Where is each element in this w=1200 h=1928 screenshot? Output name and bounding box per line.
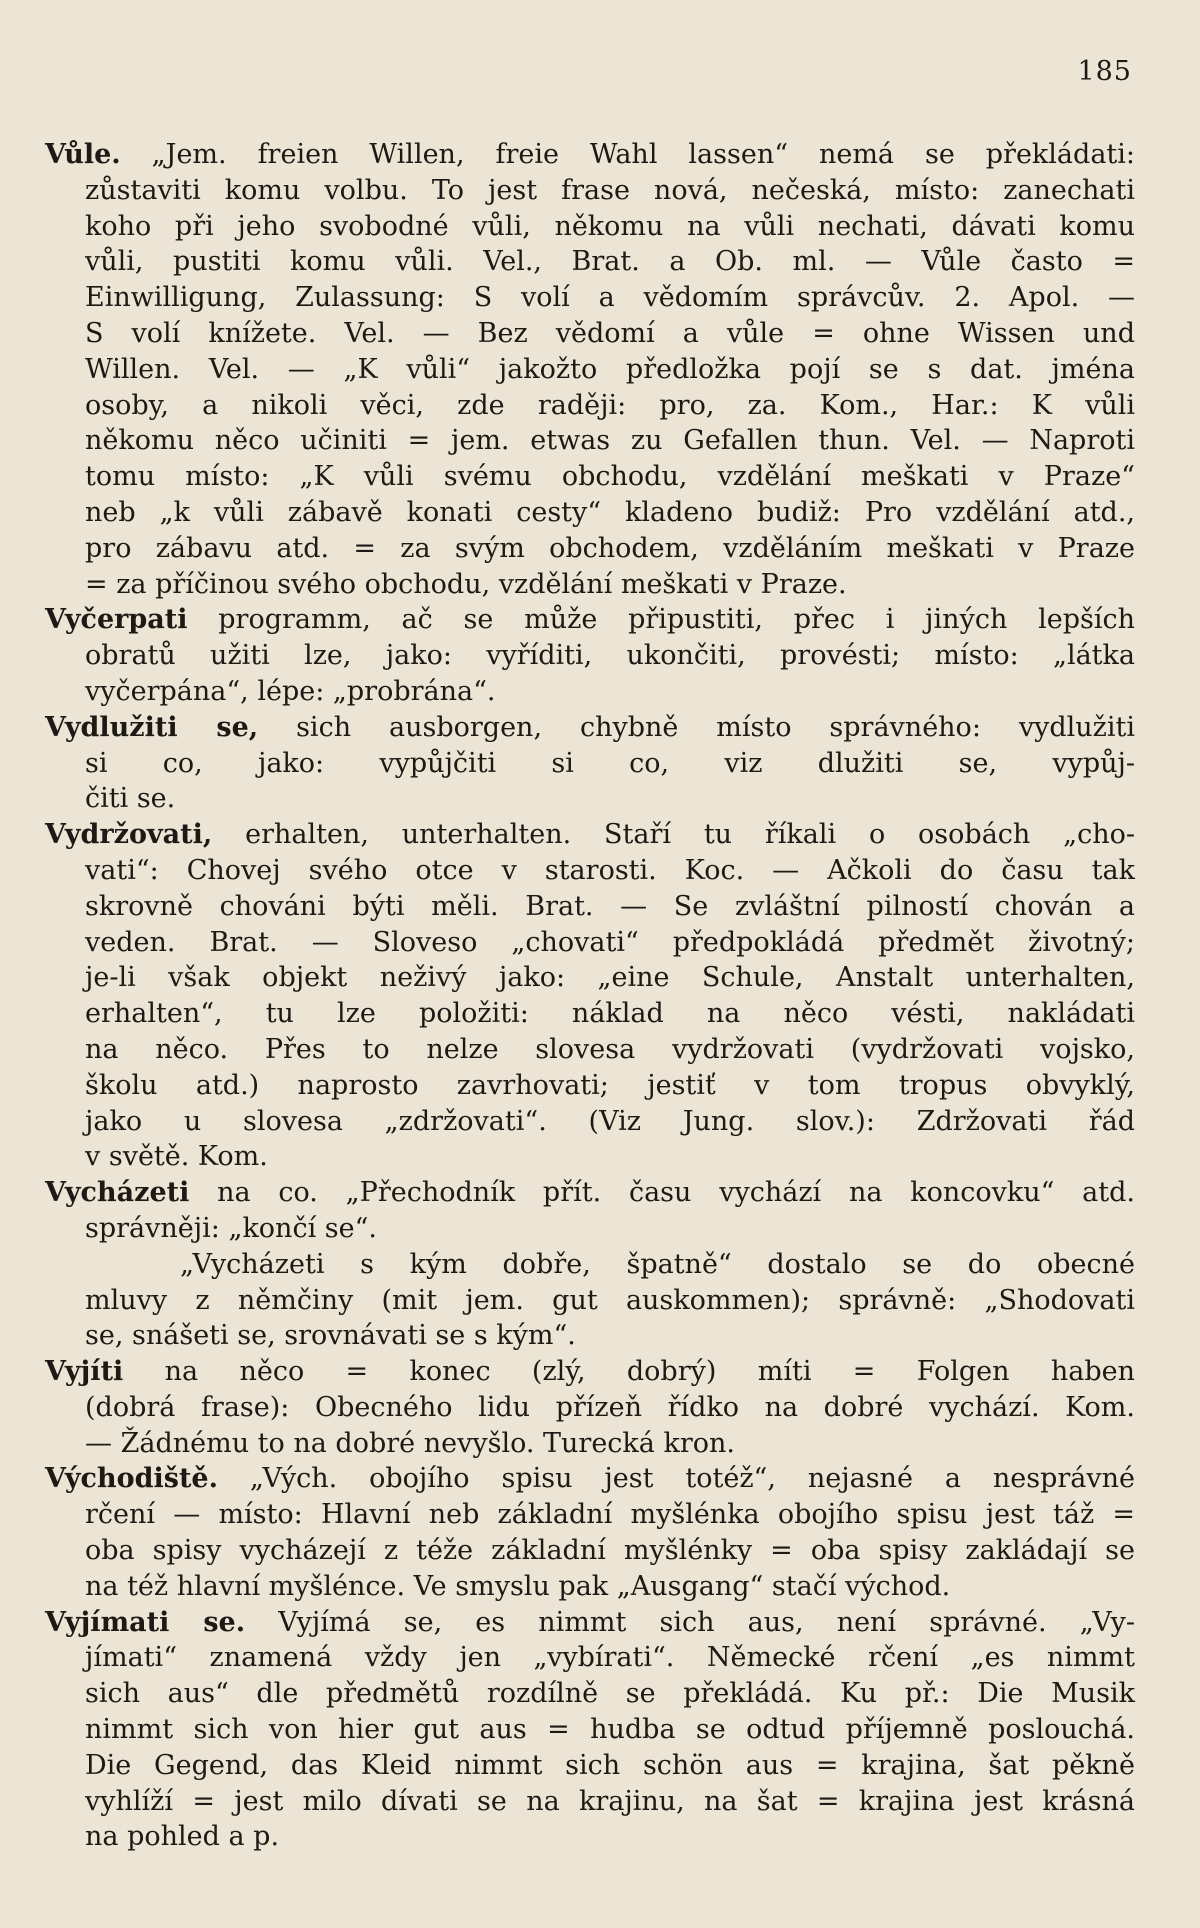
- entry-line: tomu místo: „K vůli svému obchodu, vzdělání meškati v Praze“: [85, 461, 1135, 493]
- entry-line: jímati“ znamená vždy jen „vybírati“. Německé rčení „es nimmt: [85, 1642, 1135, 1674]
- entry-vycerpati: Vyčerpati programm, ač se může připustiti, přec i jiných lepších obratů užiti lze, jako: vyříditi, ukončiti, provésti; místo: „látka vyčerpána“, lépe: „probrána“.: [45, 602, 1135, 709]
- entry-line: v světě. Kom.: [85, 1141, 268, 1173]
- entry-line: správněji: „končí se“.: [85, 1212, 378, 1244]
- entry-paragraph-line: „Vycházeti s kým dobře, špatně“ dostalo se do obecné: [180, 1248, 1135, 1280]
- entry-line: na též hlavní myšlénce. Ve smyslu pak „Ausgang“ stačí východ.: [85, 1570, 951, 1602]
- entry-line: = za příčinou svého obchodu, vzdělání meškati v Praze.: [85, 568, 847, 600]
- entry-line: koho při jeho svobodné vůli, někomu na vůli nechati, dávati komu: [85, 210, 1135, 242]
- entry-paragraph-line: se, snášeti se, srovnávati se s kým“.: [85, 1320, 576, 1352]
- entry-line: na pohled a p.: [85, 1821, 280, 1853]
- entry-line: sich aus“ dle předmětů rozdílně se překládá. Ku př.: Die Musik: [85, 1678, 1135, 1710]
- headword: Vyjíti: [45, 1356, 124, 1388]
- entry-line: vati“: Chovej svého otce v starosti. Koc. — Ačkoli do času tak: [85, 854, 1135, 886]
- entry-line: Die Gegend, das Kleid nimmt sich schön aus = krajina, šat pěkně: [85, 1749, 1135, 1781]
- entry-line: čiti se.: [85, 783, 176, 815]
- entry-line: obratů užiti lze, jako: vyříditi, ukončiti, provésti; místo: „látka: [85, 640, 1135, 672]
- entry-line: vyhlíží = jest milo dívati se na krajinu, na šat = krajina jest krásná: [85, 1785, 1135, 1817]
- entry-line: jako u slovesa „zdržovati“. (Viz Jung. slov.): Zdržovati řád: [85, 1105, 1135, 1137]
- entry-line: vyčerpána“, lépe: „probrána“.: [85, 675, 496, 707]
- headword: Vyjímati se.: [45, 1606, 246, 1638]
- entry-line: — Žádnému to na dobré nevyšlo. Turecká kron.: [85, 1427, 735, 1459]
- entry-line: někomu něco učiniti = jem. etwas zu Gefallen thun. Vel. — Naproti: [85, 425, 1135, 457]
- entry-line: nimmt sich von hier gut aus = hudba se odtud příjemně poslouchá.: [85, 1714, 1135, 1746]
- entry-vule: Vůle. „Jem. freien Willen, freie Wahl lassen“ nemá se překládati: zůstaviti komu volbu. To jest frase nová, nečeská, místo: zanechati koho při jeho svobodné vůli, někomu na vůli nechati, dávati komu vůli, pustiti komu vůli. Vel., Brat. a Ob. ml. — Vůle často = Einwilligung, Zulassung: S volí a vědomím správcův. 2. Apol. — S volí knížete. Vel. — Bez vědomí a vůle = ohne Wissen und Willen. Vel. — „K vůli“ jakožto předložka pojí se s dat. jména osoby, a nikoli věci, zde raději: pro, za. Kom., Har.: K vůli někomu něco učiniti = jem. etwas zu Gefallen thun. Vel. — Naproti tomu místo: „K vůli svému obchodu, vzdělání meškati v Praze“ neb „k vůli zábavě konati cesty“ kladeno budiž: Pro vzdělání atd., pro zábavu atd. = za svým obchodem, vzděláním meškati v Praze = za příčinou svého obchodu, vzdělání meškati v Praze.: [45, 137, 1135, 602]
- entry-line: (dobrá frase): Obecného lidu přízeň řídko na dobré vychází. Kom.: [85, 1391, 1135, 1423]
- entry-vychazeti: Vycházeti na co. „Přechodník přít. času vychází na koncovku“ atd. správněji: „končí se“. „Vycházeti s kým dobře, špatně“ dostalo se do obecné mluvy z němčiny (mit jem. gut auskommen); správně: „Shodovati se, snášeti se, srovnávati se s kým“.: [45, 1175, 1135, 1354]
- entry-line: veden. Brat. — Sloveso „chovati“ předpokládá předmět životný;: [85, 926, 1135, 958]
- entry-line: si co, jako: vypůjčiti si co, viz dlužiti se, vypůj-: [85, 747, 1135, 779]
- entry-line: vůli, pustiti komu vůli. Vel., Brat. a Ob. ml. — Vůle často =: [85, 246, 1135, 278]
- headword: Vydržovati,: [45, 819, 213, 851]
- entry-line: erhalten“, tu lze položiti: náklad na něco vésti, nakládati: [85, 998, 1135, 1030]
- entry-line: Einwilligung, Zulassung: S volí a vědomím správcův. 2. Apol. —: [85, 282, 1135, 314]
- entry-line: na něco. Přes to nelze slovesa vydržovati (vydržovati vojsko,: [85, 1033, 1135, 1065]
- entry-line: je-li však objekt neživý jako: „eine Schule, Anstalt unterhalten,: [85, 962, 1135, 994]
- entry-line: oba spisy vycházejí z téže základní myšlénky = oba spisy zakládají se: [85, 1535, 1135, 1567]
- entry-line: školu atd.) naprosto zavrhovati; jestiť v tom tropus obvyklý,: [85, 1069, 1135, 1101]
- entry-line: pro zábavu atd. = za svým obchodem, vzděláním meškati v Praze: [85, 532, 1135, 564]
- entry-vydrzovati: Vydržovati, erhalten, unterhalten. Staří tu říkali o osobách „cho- vati“: Chovej svého otce v starosti. Koc. — Ačkoli do času tak skrovně chováni býti měli. Brat. — Se zvláštní pilností chován a veden. Brat. — Sloveso „chovati“ předpokládá předmět životný; je-li však objekt neživý jako: „eine Schule, Anstalt unterhalten, erhalten“, tu lze položiti: náklad na něco vésti, nakládati na něco. Přes to nelze slovesa vydržovati (vydržovati vojsko, školu atd.) naprosto zavrhovati; jestiť v tom tropus obvyklý, jako u slovesa „zdržovati“. (Viz Jung. slov.): Zdržovati řád v světě. Kom.: [45, 817, 1135, 1175]
- entry-line: S volí knížete. Vel. — Bez vědomí a vůle = ohne Wissen und: [85, 317, 1135, 349]
- entry-vydluziti: Vydlužiti se, sich ausborgen, chybně místo správného: vydlužiti si co, jako: vypůjčiti si co, viz dlužiti se, vypůj- čiti se.: [45, 710, 1135, 817]
- headword: Vůle.: [45, 139, 121, 170]
- dictionary-entries: [45, 137, 1135, 1855]
- entry-paragraph-line: mluvy z němčiny (mit jem. gut auskommen); správně: „Shodovati: [85, 1284, 1135, 1316]
- entry-line: rčení — místo: Hlavní neb základní myšlénka obojího spisu jest táž =: [85, 1499, 1135, 1531]
- entry-line: neb „k vůli zábavě konati cesty“ kladeno budiž: Pro vzdělání atd.,: [85, 496, 1135, 528]
- headword: Vycházeti: [45, 1177, 190, 1209]
- page-number: 185: [1077, 56, 1132, 87]
- entry-line: Willen. Vel. — „K vůli“ jakožto předložka pojí se s dat. jména: [85, 353, 1135, 385]
- entry-vychodiste: Východiště. „Vých. obojího spisu jest totéž“, nejasné a nesprávné rčení — místo: Hlavní neb základní myšlénka obojího spisu jest táž = oba spisy vycházejí z téže základní myšlénky = oba spisy zakládají se na též hlavní myšlénce. Ve smyslu pak „Ausgang“ stačí východ.: [45, 1461, 1135, 1604]
- headword: Vydlužiti se,: [45, 711, 259, 743]
- entry-line: zůstaviti komu volbu. To jest frase nová, nečeská, místo: zanechati: [85, 174, 1135, 206]
- entry-line: skrovně chováni býti měli. Brat. — Se zvláštní pilností chován a: [85, 890, 1135, 922]
- headword: Vyčerpati: [45, 604, 188, 636]
- entry-line: osoby, a nikoli věci, zde raději: pro, za. Kom., Har.: K vůli: [85, 389, 1135, 421]
- headword: Východiště.: [45, 1463, 219, 1495]
- entry-vyjimati: Vyjímati se. Vyjímá se, es nimmt sich aus, není správné. „Vy- jímati“ znamená vždy jen „vybírati“. Německé rčení „es nimmt sich aus“ dle předmětů rozdílně se překládá. Ku př.: Die Musik nimmt sich von hier gut aus = hudba se odtud příjemně poslouchá. Die Gegend, das Kleid nimmt sich schön aus = krajina, šat pěkně vyhlíží = jest milo dívati se na krajinu, na šat = krajina jest krásná na pohled a p.: [45, 1605, 1135, 1856]
- entry-vyjiti: Vyjíti na něco = konec (zlý, dobrý) míti = Folgen haben (dobrá frase): Obecného lidu přízeň řídko na dobré vychází. Kom. — Žádnému to na dobré nevyšlo. Turecká kron.: [45, 1354, 1135, 1461]
